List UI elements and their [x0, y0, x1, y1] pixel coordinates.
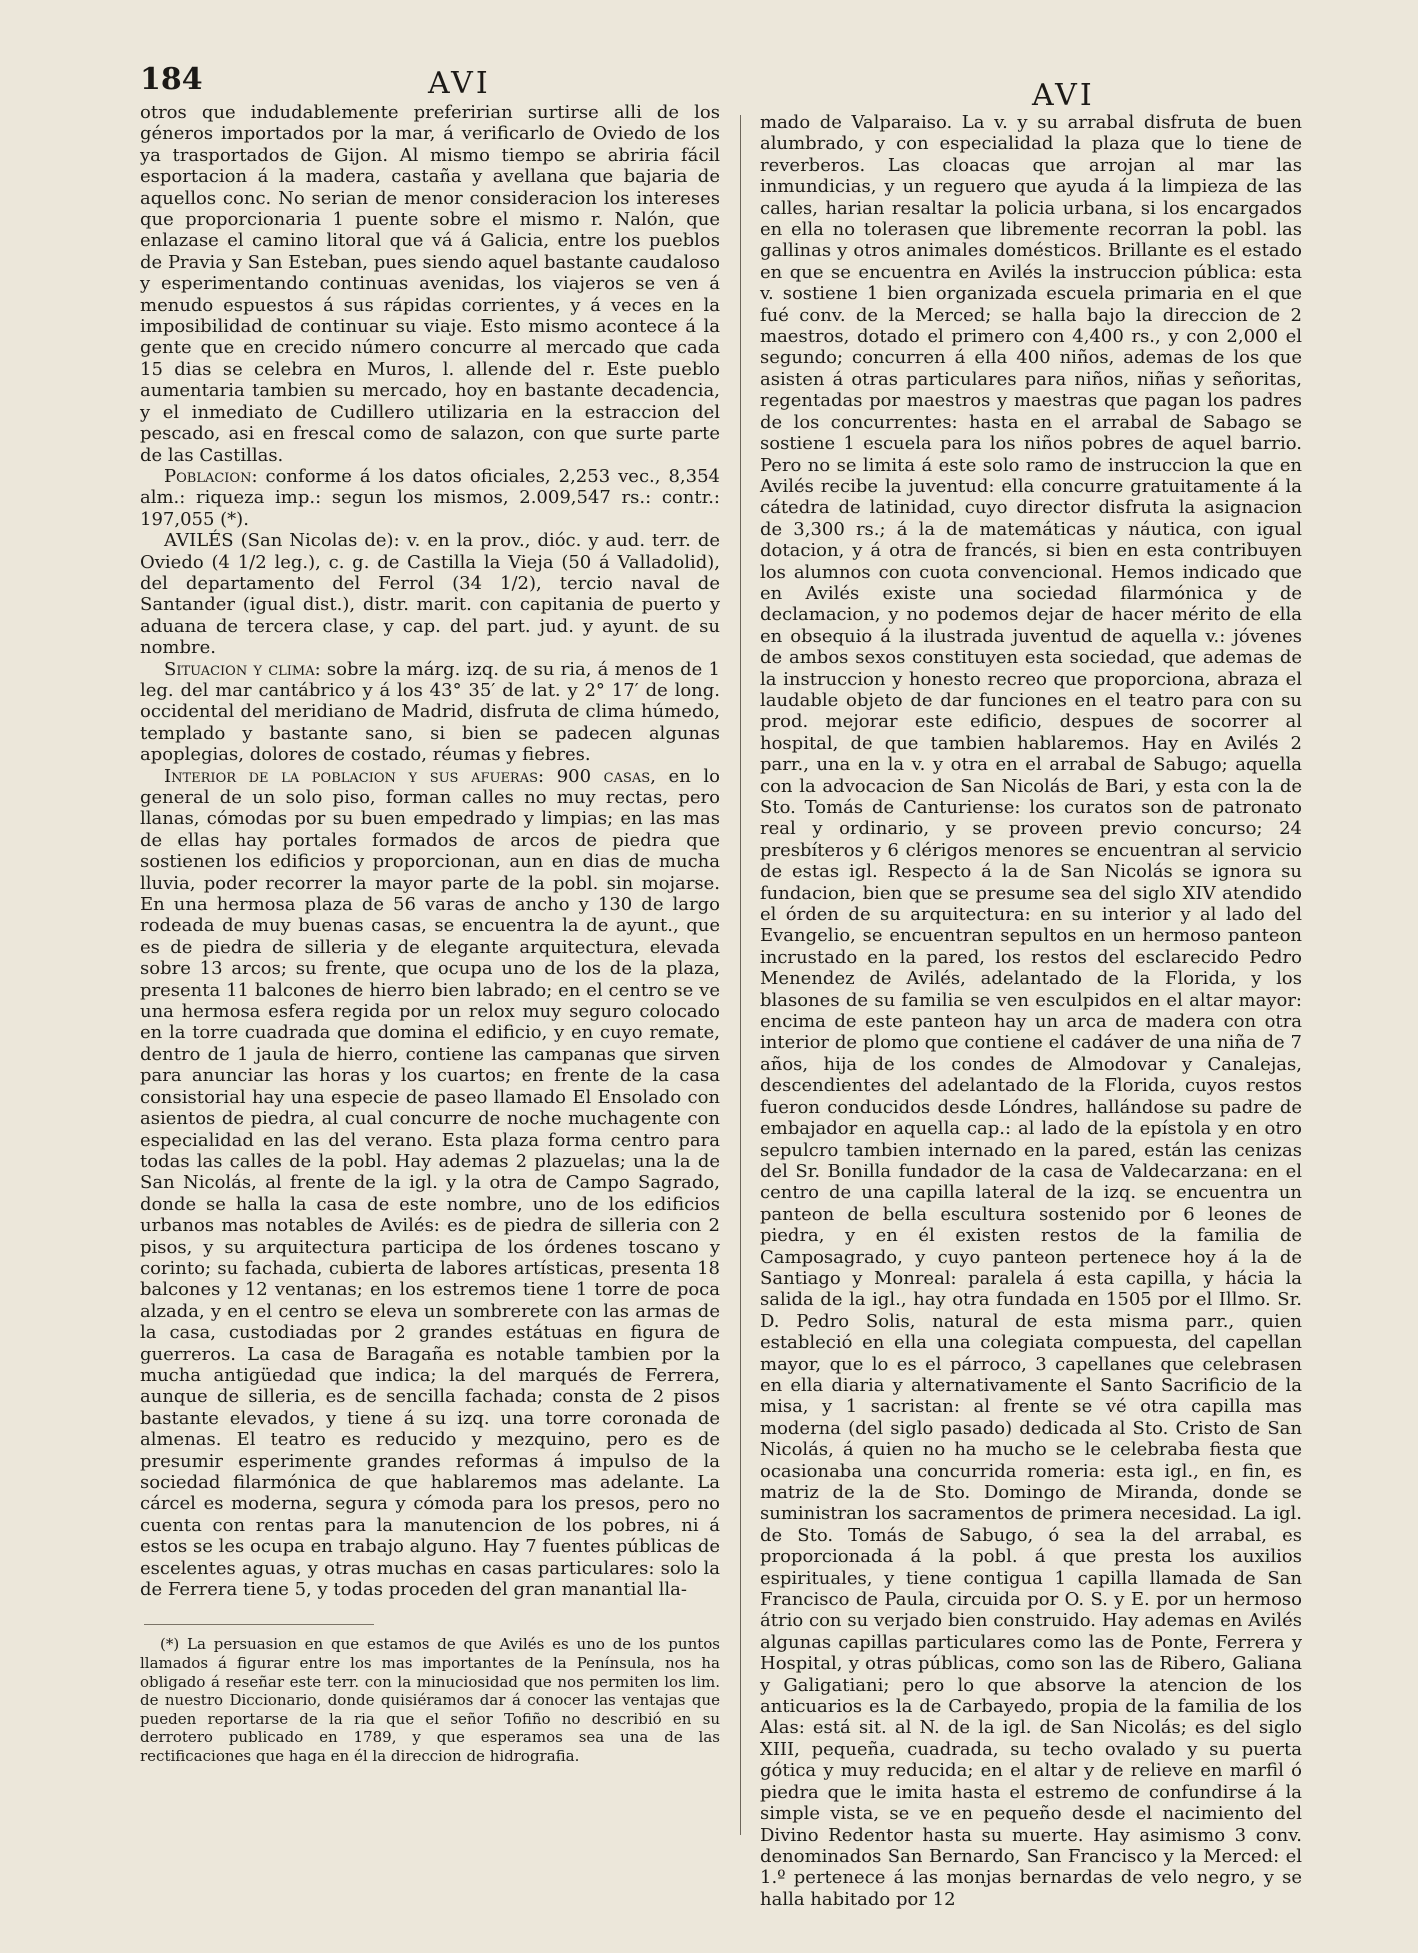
paragraph-situacion [140, 659, 720, 766]
section-label: Poblacion: [164, 465, 258, 487]
paragraph-interior [140, 766, 720, 1601]
footnote [140, 1635, 720, 1765]
page-number: 184 [140, 62, 203, 97]
left-column [140, 102, 720, 1766]
running-header-left: AVI [428, 66, 491, 101]
paragraph-text: conforme á los datos oficiales, 2,253 vec., 8,354 alm.: riqueza imp.: segun los mismos, 2.009,547 rs.: contr.: 197,055 (*). [140, 465, 720, 530]
right-column [760, 112, 1302, 1910]
paragraph-text: v. en la prov., dióc. y aud. terr. de Oviedo (4 1/2 leg.), c. g. de Castilla la Vieja (50 á Valladolid), del departamento del Ferrol (34 1/2), tercio naval de Santander (igual dist.), distr. marit. con capitania de puerto y aduana de tercera clase, y cap. del part. jud. y ayunt. de su nombre. [140, 530, 720, 659]
paragraph-entry-aviles [140, 530, 720, 658]
running-header-right: AVI [1032, 78, 1095, 113]
paragraph-text: en lo general de un solo piso, forman calles no muy rectas, pero llanas, cómodas por su buen empedrado y limpias; en las mas de ellas hay portales formados de arcos de piedra que sostienen los edificios y proporcionan, aun en dias de mucha lluvia, poder recorrer la mayor parte de la pobl. sin mojarse. En una hermosa plaza de 56 varas de ancho y 130 de largo rodeada de muy buenas casas, se encuentra la de ayunt., que es de piedra de silleria y de elegante arquitectura, elevada sobre 13 arcos; su frente, que ocupa uno de los de la plaza, presenta 11 balcones de hierro bien labrado; en el centro se ve una hermosa esfera regida por un relox muy seguro colocado en la torre cuadrada que domina el edificio, y en cuyo remate, dentro de 1 jaula de hierro, contiene las campanas que sirven para anunciar las horas y los cuartos; en frente de la casa consistorial hay una especie de paseo llamado El Ensolado con asientos de piedra, al cual concurre de noche muchagente con especialidad en las del verano. Esta plaza forma centro para todas las calles de la pobl. Hay ademas 2 plazuelas; una la de San Nicolás, al frente de la igl. y la otra de Campo Sagrado, donde se halla la casa de este nombre, uno de los edificios urbanos mas notables de Avilés: es de piedra de silleria con 2 pisos, y su arquitectura participa de los órdenes toscano y corinto; su fachada, cubierta de labores artísticas, presenta 18 balcones y 12 ventanas; en los estremos tiene 1 torre de poca alzada, y en el centro se eleva un sombrerete con las armas de la casa, custodiadas por 2 grandes estátuas en figura de guerreros. La casa de Baragaña es notable tambien por la mucha antigüedad que indica; la del marqués de Ferrera, aunque de silleria, es de sencilla fachada; consta de 2 pisos bastante elevados, y tiene á su izq. una torre coronada de almenas. El teatro es reducido y mezquino, pero es de presumir esperimente grandes reformas á impulso de la sociedad filarmónica de que hablaremos mas adelante. La cárcel es moderna, segura y cómoda para los presos, pero no cuenta con rentas para la manutencion de los pobres, ni á estos se les ocupa en trabajo alguno. Hay 7 fuentes públicas de escelentes aguas, y otras muchas en casas particulares: solo la de Ferrera tiene 5, y todas proceden del gran manantial lla- [140, 765, 720, 1601]
column-divider [740, 115, 741, 1835]
paragraph-continuation: mado de Valparaiso. La v. y su arrabal disfruta de buen alumbrado, y con especialidad la plaza que lo tiene de reverberos. Las cloacas que arrojan al mar las inmundicias, y un reguero que ayuda á la limpieza de las calles, harian resaltar la policia urbana, si los encargados en ella no tolerasen que libremente recorran la pobl. las gallinas y otros animales domésticos. Brillante es el estado en que se encuentra en Avilés la instruccion pública: esta v. sostiene 1 bien organizada escuela primaria en el que fué conv. de la Merced; se halla bajo la direccion de 2 maestros, dotado el primero con 4,400 rs., y con 2,000 el segundo; concurren á ella 400 niños, ademas de los que asisten á otras particulares para niños, niñas y señoritas, regentadas por maestros y maestras que pagan los padres de los concurrentes: hasta en el arrabal de Sabago se sostiene 1 escuela para los niños pobres de aquel barrio. Pero no se limita á este solo ramo de instruccion la que en Avilés recibe la juventud: ella concurre gratuitamente á la cátedra de latinidad, cuyo director disfruta la asignacion de 3,300 rs.; á la de matemáticas y náutica, con igual dotacion, y á otra de francés, si bien en esta contribuyen los alumnos con cuota convencional. Hemos indicado que en Avilés existe una sociedad filarmónica y de declamacion, y no podemos dejar de hacer mérito de ella en obsequio á la ilustrada juventud de aquella v.: jóvenes de ambos sexos constituyen esta sociedad, que ademas de la instruccion y honesto recreo que proporciona, abraza el laudable objeto de dar funciones en el teatro para con su prod. mejorar este edificio, despues de socorrer al hospital, de que tambien hablaremos. Hay en Avilés 2 parr., una en la v. y otra en el arrabal de Sabugo; aquella con la advocacion de San Nicolás de Bari, y esta con la de Sto. Tomás de Canturiense: los curatos son de patronato real y ordinario, y se proveen previo concurso; 24 presbíteros y 6 clérigos menores se encuentran al servicio de estas igl. Respecto á la de San Nicolás se ignora su fundacion, bien que se presume sea del siglo XIV atendido el órden de su arquitectura: en su interior y al lado del Evangelio, se encuentran sepultos en un hermoso panteon incrustado en la pared, los restos del esclarecido Pedro Menendez de Avilés, adelantado de la Florida, y los blasones de su familia se ven esculpidos en el altar mayor: encima de este panteon hay un arca de madera con otra interior de plomo que contiene el cadáver de una niña de 7 años, hija de los condes de Almodovar y Canalejas, descendientes del adelantado de la Florida, cuyos restos fueron conducidos desde Lóndres, hallándose su padre de embajador en aquella cap.: al lado de la epístola y en otro sepulcro tambien internado en la pared, están las cenizas del Sr. Bonilla fundador de la casa de Valdecarzana: en el centro de una capilla lateral de la izq. se encuentra un panteon de bella escultura sostenido por 6 leones de piedra, y en él existen restos de la familia de Camposagrado, y cuyo panteon pertenece hoy á la de Santiago y Monreal: paralela á esta capilla, y hácia la salida de la igl., hay otra fundada en 1505 por el Illmo. Sr. D. Pedro Solis, natural de esta misma parr., quien estableció en ella una colegiata compuesta, del capellan mayor, que lo es el párroco, 3 capellanes que celebrasen en ella diaria y alternativamente el Santo Sacrificio de la misa, y 1 sacristan: al frente se vé otra capilla mas moderna (del siglo pasado) dedicada al Sto. Cristo de San Nicolás, á quien no ha mucho se le celebraba fiesta que ocasionaba una concurrida romeria: esta igl., en fin, es matriz de la de Sto. Domingo de Miranda, donde se suministran los sacramentos de primera necesidad. La igl. de Sto. Tomás de Sabugo, ó sea la del arrabal, es proporcionada á la pobl. á que presta los auxilios espirituales, y tiene contigua 1 capilla llamada de San Francisco de Paula, circuida por O. S. y E. por un hermoso átrio con su verjado bien construido. Hay ademas en Avilés algunas capillas particulares como las de Ponte, Ferrera y Hospital, y otras públicas, como son las de Ribero, Galiana y Galigatiani; pero lo que absorve la atencion de los anticuarios es la de Carbayedo, propia de la familia de los Alas: está sit. al N. de la igl. de San Nicolás; es del siglo XIII, pequeña, cuadrada, su techo ovalado y su puerta gótica y muy reducida; en el altar y de relieve en marfil ó piedra que le imita hasta el estremo de confundirse á la simple vista, se ve en pequeño desde el nacimiento del Divino Redentor hasta su muerte. Hay asimismo 3 conv. denominados San Bernardo, San Francisco y la Merced: el 1.º pertenece á las monjas bernardas de velo negro, y se halla habitado por 12 [760, 112, 1302, 1910]
entry-title: AVILÉS (San Nicolas de): [164, 530, 400, 552]
footnote-separator [144, 1624, 374, 1625]
paragraph-continuation: otros que indudablemente preferirian surtirse alli de los géneros importados por la mar, á verificarlo de Oviedo de los ya trasportados de Gijon. Al mismo tiempo se abriria fácil esportacion á la madera, castaña y avellana que bajaria de aquellos conc. No serian de menor consideracion los intereses que proporcionaria 1 puente sobre el mismo r. Nalón, que enlazase el camino litoral que vá á Galicia, entre los pueblos de Pravia y San Esteban, pues siendo aquel bastante caudaloso y esperimentando continuas avenidas, los viajeros se ven á menudo espuestos á sus rápidas corrientes, y á veces en la imposibilidad de continuar su viaje. Esto mismo acontece á la gente que en crecido número concurre al mercado que cada 15 dias se celebra en Muros, l. allende del r. Este pueblo aumentaria tambien su mercado, hoy en bastante decadencia, y el inmediato de Cudillero utilizaria en la estraccion del pescado, asi en frescal como de salazon, con que surte parte de las Castillas. [140, 102, 720, 466]
paragraph-poblacion [140, 466, 720, 530]
footnote-text: (*) La persuasion en que estamos de que Avilés es uno de los puntos llamados á figurar entre los mas importantes de la Península, nos ha obligado á reseñar este terr. con la minuciosidad que nos permiten los lim. de nuestro Diccionario, donde quisiéramos dar á conocer las ventajas que pueden reportarse de la ria que el señor Tofiño no describió en su derrotero publicado en 1789, y que esperamos sea una de las rectificaciones que haga en él la direccion de hidrografia. [140, 1635, 720, 1765]
paragraph-text: sobre la márg. izq. de su ria, á menos de 1 leg. del mar cantábrico y á los 43° 35′ de lat. y 2° 17′ de long. occidental del meridiano de Madrid, disfruta de clima húmedo, templado y bastante sano, si bien se padecen algunas apoplegias, dolores de costado, réumas y fiebres. [140, 658, 720, 766]
section-label: Interior de la poblacion y sus afueras: 900 casas, [164, 765, 656, 787]
section-label: Situacion y clima: [164, 658, 321, 680]
